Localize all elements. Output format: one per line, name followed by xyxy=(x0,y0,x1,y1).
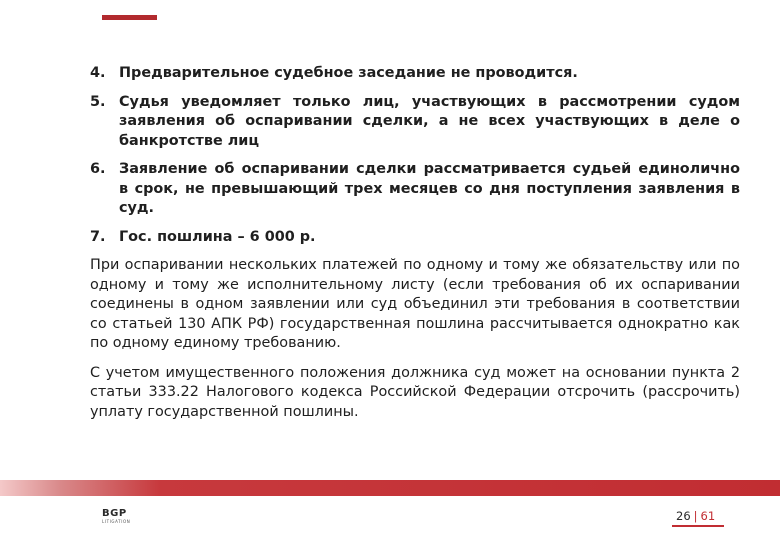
list-item xyxy=(90,160,740,219)
paragraph-fee-calculation: При оспаривании нескольких платежей по одному и тому же обязательству или по одному и тому же исполнительному листу (если требования об их оспаривании соединены в одном заявлении или суд объединил эти требования в соответствии со статьей 130 АПК РФ) государственная пошлина рассчитывается однократно как по одному единому требованию. xyxy=(90,257,740,351)
footer-band xyxy=(0,480,780,496)
paragraph-fee-deferral: С учетом имущественного положения должника суд может на основании пункта 2 статьи 333.22 Налогового кодекса Российской Федерации отсрочить (рассрочить) уплату государственной пошлины. xyxy=(90,364,740,420)
list-item-number: 5. xyxy=(90,93,106,110)
list-item-text: Заявление об оспаривании сделки рассматривается судьей единолично в срок, не превышающий трех месяцев со дня поступления заявления в суд. xyxy=(119,161,740,216)
logo-sub-text: LITIGATION xyxy=(102,519,131,524)
list-item-text: Судья уведомляет только лиц, участвующих в рассмотрении судом заявления об оспаривании сделки, а не всех участвующих в деле о банкротстве лиц xyxy=(119,93,740,149)
list-item-number: 4. xyxy=(90,65,106,81)
list-item xyxy=(90,228,740,248)
logo-main-text: BGP xyxy=(102,508,127,519)
page-current: 26 xyxy=(676,509,691,523)
accent-bar xyxy=(102,15,157,20)
list-item-number: 7. xyxy=(90,228,106,245)
list-item xyxy=(90,93,740,152)
slide-content xyxy=(90,64,740,422)
list-item-text: Гос. пошлина – 6 000 р. xyxy=(119,228,316,245)
page-total: 61 xyxy=(700,509,716,523)
company-logo xyxy=(102,508,138,525)
list-item-text: Предварительное судебное заседание не проводится. xyxy=(119,65,578,81)
list-item-number: 6. xyxy=(90,161,106,177)
list-item xyxy=(90,64,740,84)
page-separator: | xyxy=(693,509,698,523)
page-number xyxy=(676,509,715,523)
page-number-underline xyxy=(672,525,724,527)
